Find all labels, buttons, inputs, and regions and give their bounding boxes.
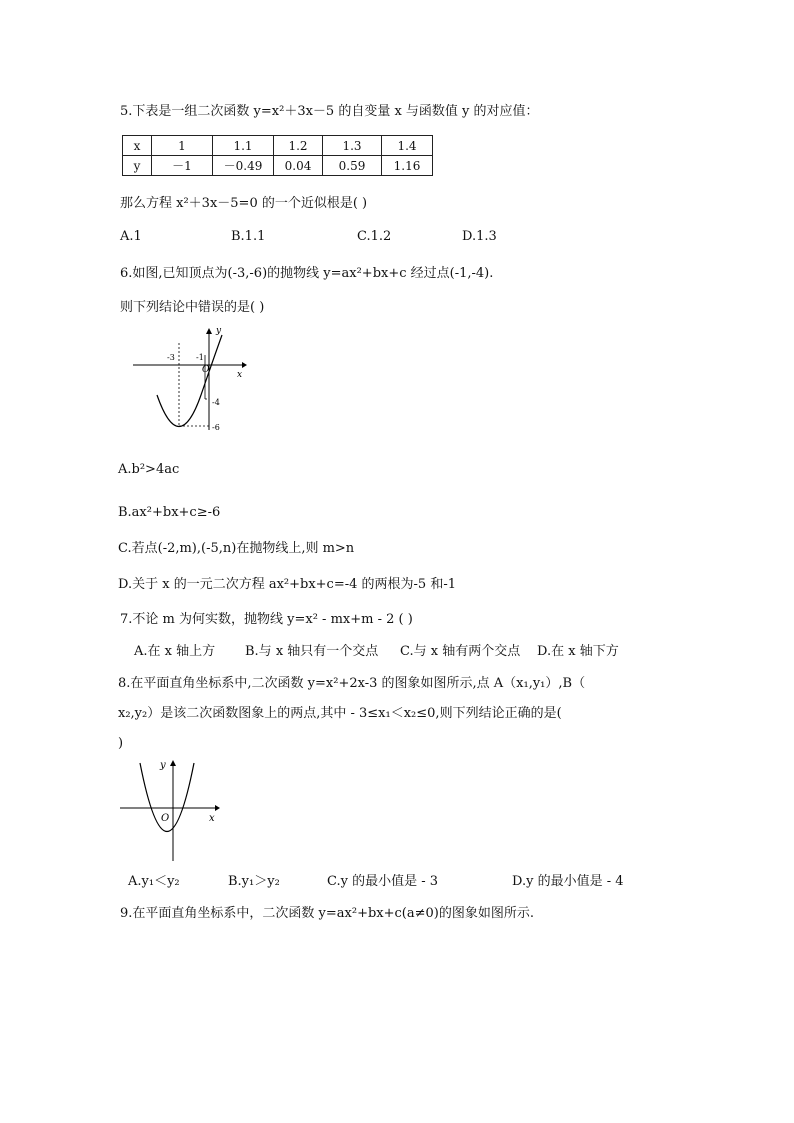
q6-stem-line1: 6.如图,已知顶点为(-3,-6)的抛物线 y=ax²+bx+c 经过点(-1,-4). bbox=[120, 266, 494, 281]
q8-parabola-graph bbox=[118, 755, 228, 863]
q6-stem-line2: 则下列结论中错误的是( ) bbox=[120, 300, 265, 315]
q5-option-b: B.1.1 bbox=[231, 229, 266, 244]
q7-stem: 7.不论 m 为何实数，抛物线 y=x² - mx+m - 2 ( ) bbox=[120, 612, 413, 627]
table-cell: 1.4 bbox=[382, 136, 433, 156]
x-axis-label: x bbox=[209, 813, 215, 824]
q5-value-table bbox=[122, 135, 433, 176]
y-axis-arrow-icon bbox=[170, 760, 176, 766]
q6-parabola-graph bbox=[130, 325, 250, 435]
tick-label-neg6: -6 bbox=[212, 423, 220, 432]
table-row bbox=[123, 156, 433, 176]
tick-label-neg4: -4 bbox=[212, 398, 220, 407]
table-cell: 0.59 bbox=[323, 156, 382, 176]
origin-label: O bbox=[161, 813, 170, 824]
tick-label-neg3: -3 bbox=[167, 353, 175, 362]
table-cell: 1.1 bbox=[213, 136, 274, 156]
q7-option-b: B.与 x 轴只有一个交点 bbox=[245, 644, 379, 659]
q6-option-c: C.若点(-2,m),(-5,n)在抛物线上,则 m>n bbox=[118, 541, 355, 556]
q5-stem: 5.下表是一组二次函数 y=x²＋3x－5 的自变量 x 与函数值 y 的对应值： bbox=[120, 104, 539, 119]
q8-option-b: B.y₁＞y₂ bbox=[228, 874, 280, 889]
table-cell: －0.49 bbox=[213, 156, 274, 176]
x-axis-arrow-icon bbox=[242, 362, 247, 368]
q5-option-c: C.1.2 bbox=[357, 229, 392, 244]
q5-option-a: A.1 bbox=[120, 229, 142, 244]
q8-stem-line2: x₂,y₂）是该二次函数图象上的两点,其中 - 3≤x₁＜x₂≤0,则下列结论正确的是( bbox=[118, 706, 562, 721]
table-cell: y bbox=[123, 156, 152, 176]
parabola-curve bbox=[157, 335, 222, 427]
q8-option-d: D.y 的最小值是 - 4 bbox=[512, 874, 624, 889]
table-row bbox=[123, 136, 433, 156]
q8-stem-line3: ) bbox=[118, 736, 124, 751]
table-cell: 1 bbox=[152, 136, 213, 156]
tick-label-neg1: -1 bbox=[196, 353, 204, 362]
y-axis-arrow-icon bbox=[206, 328, 212, 334]
q6-option-b: B.ax²+bx+c≥-6 bbox=[118, 505, 221, 520]
q6-option-a: A.b²>4ac bbox=[118, 462, 180, 477]
table-cell: 1.3 bbox=[323, 136, 382, 156]
table-cell: x bbox=[123, 136, 152, 156]
x-axis-label: x bbox=[237, 370, 243, 380]
q7-option-c: C.与 x 轴有两个交点 bbox=[400, 644, 521, 659]
q8-option-a: A.y₁＜y₂ bbox=[128, 874, 180, 889]
q6-option-d: D.关于 x 的一元二次方程 ax²+bx+c=-4 的两根为-5 和-1 bbox=[118, 577, 456, 592]
origin-label: O bbox=[202, 365, 210, 375]
q9-stem: 9.在平面直角坐标系中，二次函数 y=ax²+bx+c(a≠0)的图象如图所示. bbox=[120, 906, 534, 921]
q5-question: 那么方程 x²＋3x－5=0 的一个近似根是( ) bbox=[120, 196, 368, 211]
table-cell: 0.04 bbox=[274, 156, 323, 176]
q7-option-a: A.在 x 轴上方 bbox=[134, 644, 216, 659]
table-cell: 1.2 bbox=[274, 136, 323, 156]
q8-stem-line1: 8.在平面直角坐标系中,二次函数 y=x²+2x-3 的图象如图所示,点 A（x₁,y₁）,B（ bbox=[118, 676, 586, 691]
q8-option-c: C.y 的最小值是 - 3 bbox=[327, 874, 439, 889]
y-axis-label: y bbox=[216, 326, 222, 336]
q7-option-d: D.在 x 轴下方 bbox=[537, 644, 619, 659]
table-cell: －1 bbox=[152, 156, 213, 176]
y-axis-label: y bbox=[160, 760, 166, 771]
x-axis-arrow-icon bbox=[215, 805, 220, 811]
table-cell: 1.16 bbox=[382, 156, 433, 176]
q5-option-d: D.1.3 bbox=[462, 229, 497, 244]
